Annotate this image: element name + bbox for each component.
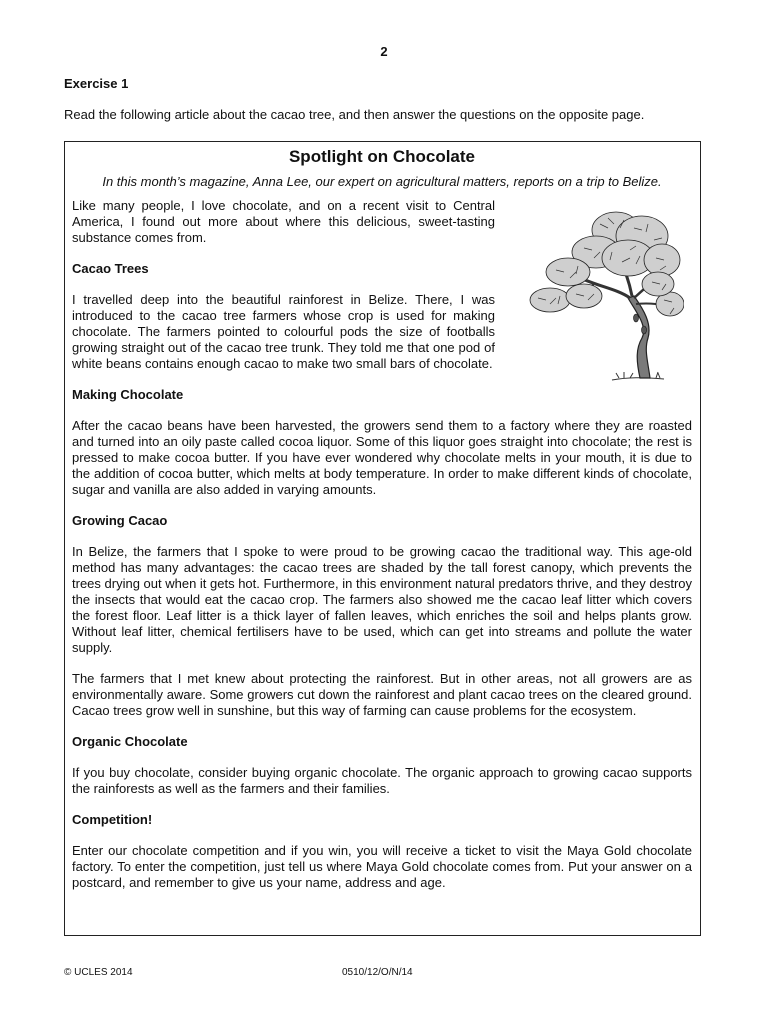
exercise-instructions: Read the following article about the cacao tree, and then answer the questions on the opposite page.	[64, 107, 645, 122]
article-opening: Like many people, I love chocolate, and on a recent visit to Central America, I found out more about where this delicious, sweet-tasting substance comes from.	[72, 198, 495, 245]
article-top-block	[72, 198, 692, 372]
section-paragraph-making-chocolate: After the cacao beans have been harvested, the growers send them to a factory where they are roasted and turned into an oily paste called cocoa liquor. Some of this liquor goes straight into chocolate; the rest is pressed to make cocoa butter. If you have ever wondered why chocolate melts in your mouth, it is due to the addition of cocoa butter, which melts at body temperature. In order to make different kinds of chocolate, sugar and vanilla are also added in varying amounts.	[72, 418, 692, 497]
section-paragraph-organic-chocolate: If you buy chocolate, consider buying organic chocolate. The organic approach to growing cacao supports the rainforests as well as the farmers and their families.	[72, 765, 692, 796]
section-heading-growing-cacao: Growing Cacao	[72, 513, 168, 528]
page-number: 2	[380, 44, 388, 59]
footer-copyright: © UCLES 2014	[64, 967, 133, 978]
section-heading-competition: Competition!	[72, 812, 153, 827]
section-paragraph-growing-cacao-1: In Belize, the farmers that I spoke to were proud to be growing cacao the traditional way. This age-old method has many advantages: the cacao trees are shaded by the tall forest canopy, which prevents the trees drying out when it gets hot. Furthermore, in this environment natural predators thrive, and they destroy the insects that would eat the cacao crop. The farmers also showed me the cacao leaf litter which covers the forest floor. Leaf litter is a thick layer of fallen leaves, which enriches the soil and helps plants grow. Without leaf litter, chemical fertilisers have to be used, which can get into streams and pollute the water supply.	[72, 544, 692, 655]
section-heading-cacao-trees: Cacao Trees	[72, 261, 149, 276]
section-paragraph-competition: Enter our chocolate competition and if you win, you will receive a ticket to visit the Maya Gold chocolate factory. To enter the competition, just tell us where Maya Gold chocolate comes from. Put your answer on a postcard, and remember to give us your name, address and age.	[72, 843, 692, 890]
section-paragraph-growing-cacao-2: The farmers that I met knew about protecting the rainforest. But in other areas, not all growers are as environmentally aware. Some growers cut down the rainforest and plant cacao trees on the cleared ground. Cacao trees grow well in sunshine, but this way of farming can cause problems for the ecosystem.	[72, 671, 692, 718]
article-title: Spotlight on Chocolate	[288, 147, 476, 166]
section-paragraph-cacao-trees: I travelled deep into the beautiful rainforest in Belize. There, I was introduced to the cacao tree farmers whose crop is used for making chocolate. The farmers pointed to colourful pods the size of footballs growing straight out of the cacao tree trunk. They told me that one pod of white beans contains enough cacao to make two small bars of chocolate.	[72, 292, 495, 371]
exercise-heading: Exercise 1	[64, 76, 129, 91]
article-box	[64, 141, 701, 936]
cacao-tree-icon	[524, 200, 684, 385]
footer-paper-code: 0510/12/O/N/14	[342, 967, 413, 978]
section-heading-making-chocolate: Making Chocolate	[72, 387, 184, 402]
section-heading-organic-chocolate: Organic Chocolate	[72, 734, 188, 749]
article-intro: In this month’s magazine, Anna Lee, our expert on agricultural matters, reports on a trip to Belize.	[102, 174, 662, 189]
article-top-text	[72, 198, 495, 372]
